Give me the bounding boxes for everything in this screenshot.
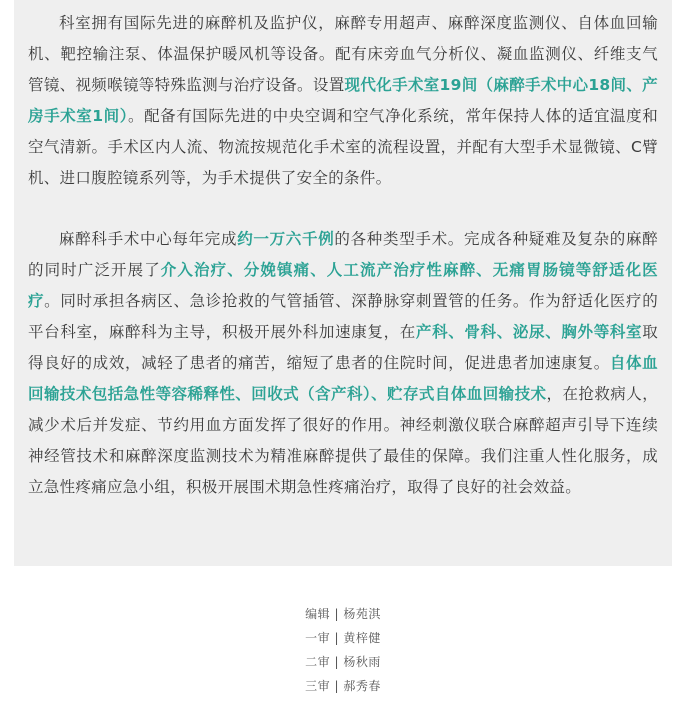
highlight-blood-recovery: 自体血回输技术包括急性等容稀释性、回收式（含产科）、贮存式自体血回输技术 xyxy=(28,354,658,403)
credit-role: 编辑 xyxy=(305,607,331,621)
paragraph-text: 。配备有国际先进的中央空调和空气净化系统，常年保持人体的适宜温度和空气清新。手术区内人流、物流按规范化手术室的流程设置，并配有大型手术显微镜、C臂机、进口腹腔镜系列等，为手术提供了安全的条件。 xyxy=(28,107,658,187)
credit-editor: 编辑 | 杨苑淇 xyxy=(305,607,381,621)
editorial-credits xyxy=(0,602,686,698)
paragraph-facilities xyxy=(28,8,658,194)
highlight-operating-rooms: 现代化手术室19间（麻醉手术中心18间、产房手术室1间） xyxy=(28,76,658,125)
credit-name: 黄梓健 xyxy=(343,631,381,645)
credit-name: 杨苑淇 xyxy=(343,607,381,621)
credit-name: 郝秀春 xyxy=(343,679,381,693)
paragraph-text: 。同时承担各病区、急诊抢救的气管插管、深静脉穿刺置管的任务。作为舒适化医疗的平台科室，麻醉科为主导，积极开展外科加速康复，在 xyxy=(28,292,658,341)
credit-name: 杨秋雨 xyxy=(343,655,381,669)
credit-first-review: 一审 | 黄梓健 xyxy=(305,631,381,645)
paragraph-text: 科室拥有国际先进的麻醉机及监护仪，麻醉专用超声、麻醉深度监测仪、自体血回输机、靶控输注泵、体温保护暖风机等设备。配有床旁血气分析仪、凝血监测仪、纤维支气管镜、视频喉镜等特殊监测与治疗设备。设置 xyxy=(28,14,658,94)
highlight-comfort-medicine: 介入治疗、分娩镇痛、人工流产治疗性麻醉、无痛胃肠镜等舒适化医疗 xyxy=(28,261,658,310)
paragraph-text: 取得良好的成效，减轻了患者的痛苦，缩短了患者的住院时间，促进患者加速康复。 xyxy=(28,323,658,372)
paragraph-text: 的各种类型手术。完成各种疑难及复杂的麻醉的同时广泛开展了 xyxy=(28,230,658,279)
credit-role: 一审 xyxy=(305,631,331,645)
highlight-departments: 产科、骨科、泌尿、胸外等科室 xyxy=(415,323,643,341)
paragraph-text: ，在抢救病人，减少术后并发症、节约用血方面发挥了很好的作用。神经刺激仪联合麻醉超声引导下连续神经管技术和麻醉深度监测技术为精准麻醉提供了最佳的保障。我们注重人性化服务，成立急性疼痛应急小组，积极开展围术期急性疼痛治疗，取得了良好的社会效益。 xyxy=(28,385,658,496)
paragraph-services xyxy=(28,224,658,503)
credit-role: 三审 xyxy=(305,679,331,693)
credit-third-review: 三审 | 郝秀春 xyxy=(305,679,381,693)
paragraph-text: 麻醉科手术中心每年完成 xyxy=(59,230,238,248)
credit-role: 二审 xyxy=(305,655,331,669)
credit-second-review: 二审 | 杨秋雨 xyxy=(305,655,381,669)
article-body xyxy=(14,0,672,566)
highlight-surgery-count: 约一万六千例 xyxy=(237,230,335,248)
